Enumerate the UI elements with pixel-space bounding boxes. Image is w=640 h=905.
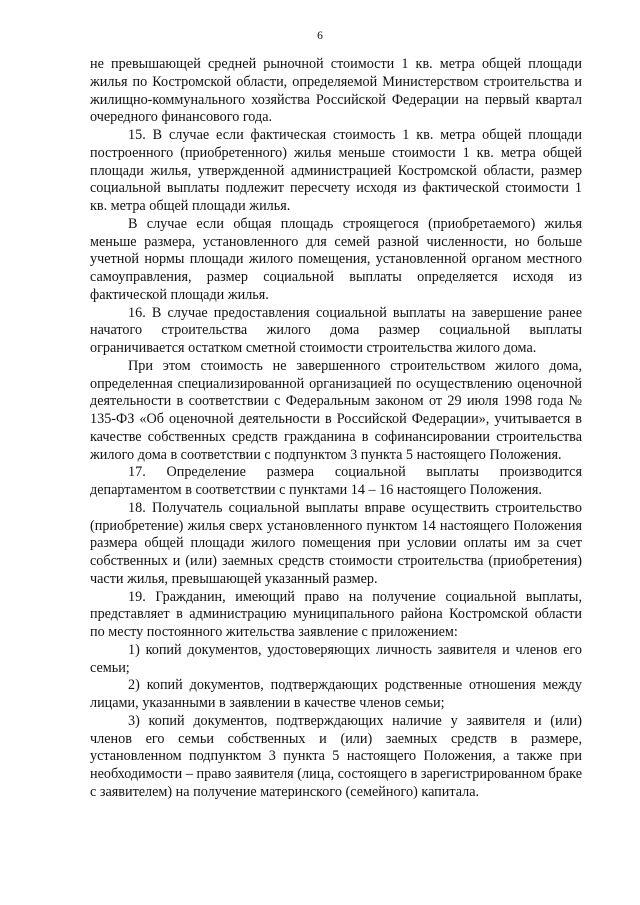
paragraph-continuation: не превышающей средней рыночной стоимости 1 кв. метра общей площади жилья по Костромской области, определяемой Министерством строительства и жилищно-коммунального хозяйства Российской Федерации на первый квартал очередного финансового года. [90,56,582,126]
paragraph-17: 17. Определение размера социальной выплаты производится департаментом в соответствии с пунктами 14 – 16 настоящего Положения. [90,464,582,498]
document-body [90,56,582,802]
paragraph-19-item-1: 1) копий документов, удостоверяющих личность заявителя и членов его семьи; [90,641,582,676]
paragraph-15-area: В случае если общая площадь строящегося (приобретаемого) жилья меньше размера, установленного для семей разной численности, но больше учетной нормы площади жилого помещения, установленной органом местного самоуправления, размер социальной выплаты определяется исходя из фактической площади жилья. [90,215,582,303]
paragraph-18: 18. Получатель социальной выплаты вправе осуществить строительство (приобретение) жилья сверх установленного пунктом 14 настоящего Положения размера общей площади жилого помещения при условии оплаты им за счет собственных и (или) заемных средств стоимости строительства (приобретения) части жилья, превышающей указанный размер. [90,499,582,587]
paragraph-19-item-2: 2) копий документов, подтверждающих родственные отношения между лицами, указанными в заявлении в качестве членов семьи; [90,677,582,711]
page-number: 6 [317,30,323,42]
paragraph-15: 15. В случае если фактическая стоимость 1 кв. метра общей площади построенного (приобретенного) жилья меньше стоимости 1 кв. метра общей площади жилья, утвержденной администрацией Костромской области, размер социальной выплаты подлежит пересчету исходя из фактической стоимости 1 кв. метра общей площади жилья. [90,127,582,214]
paragraph-19-item-3: 3) копий документов, подтверждающих наличие у заявителя и (или) членов его семьи собственных и (или) заемных средств в размере, установленном подпунктом 3 пункта 5 настоящего Положения, а также при необходимости – право заявителя (лица, состоящего в зарегистрированном браке с заявителем) на получение материнского (семейного) капитала. [90,712,582,800]
paragraph-19: 19. Гражданин, имеющий право на получение социальной выплаты, представляет в администрацию муниципального района Костромской области по месту постоянного жительства заявление с приложением: [90,588,582,640]
paragraph-16-valuation: При этом стоимость не завершенного строительством жилого дома, определенная специализированной организацией по осуществлению оценочной деятельности в соответствии с Федеральным законом от 29 июля 1998 года № 135-ФЗ «Об оценочной деятельности в Российской Федерации», учитывается в качестве собственных средств гражданина в софинансировании строительства жилого дома в соответствии с подпунктом 3 пункта 5 настоящего Положения. [90,357,582,463]
paragraph-16: 16. В случае предоставления социальной выплаты на завершение ранее начатого строительства жилого дома размер социальной выплаты ограничивается остатком сметной стоимости строительства жилого дома. [90,304,582,356]
